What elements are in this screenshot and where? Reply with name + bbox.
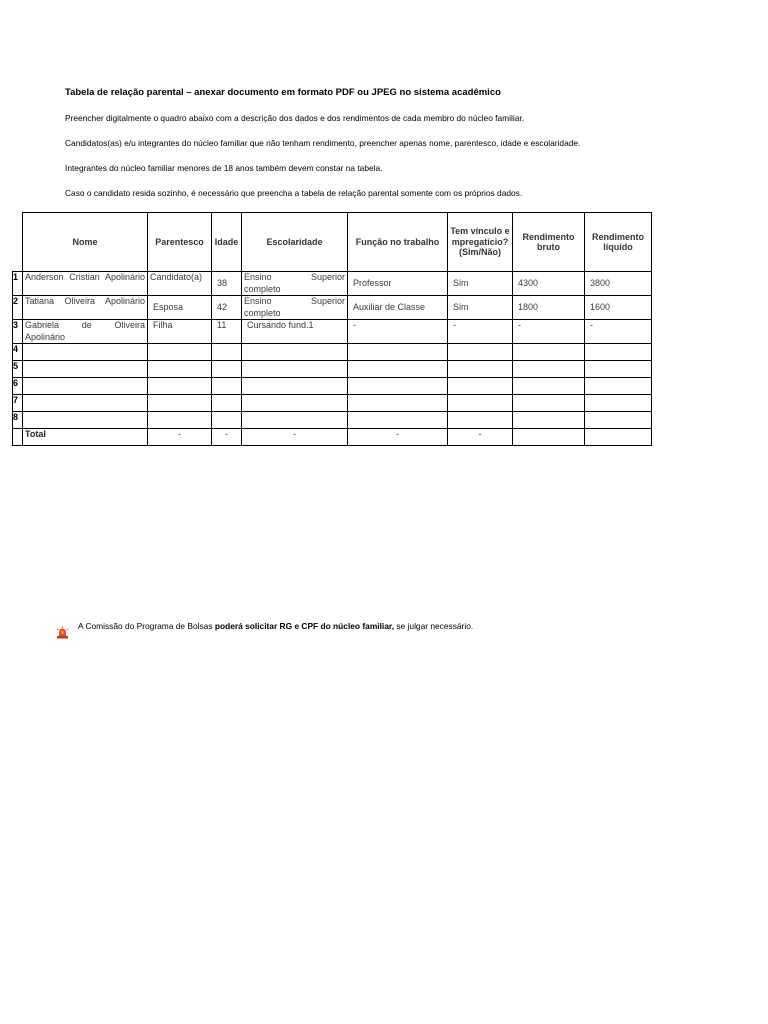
table-row — [13, 296, 652, 320]
table-row — [13, 412, 652, 429]
header-escolaridade: Escolaridade — [242, 213, 348, 272]
header-rendimento-bruto: Rendimento bruto — [513, 213, 585, 272]
cell-parentesco[interactable] — [148, 378, 212, 395]
cell-funcao[interactable]: - — [348, 320, 448, 344]
cell-escolaridade[interactable]: Ensino Superior completo — [242, 272, 348, 296]
row-number: 6 — [13, 378, 23, 395]
cell-rendimento-liquido[interactable] — [585, 361, 652, 378]
cell-idade[interactable] — [212, 361, 242, 378]
cell-rendimento-bruto[interactable] — [513, 344, 585, 361]
cell-funcao[interactable] — [348, 361, 448, 378]
cell-nome[interactable] — [23, 344, 148, 361]
total-rendimento-liquido[interactable] — [585, 429, 652, 446]
footer-note — [78, 621, 473, 631]
cell-idade[interactable] — [212, 344, 242, 361]
cell-idade[interactable]: 38 — [212, 272, 242, 296]
total-vinculo: - — [448, 429, 513, 446]
total-idade: - — [212, 429, 242, 446]
cell-parentesco[interactable] — [148, 395, 212, 412]
cell-rendimento-bruto[interactable]: 4300 — [513, 272, 585, 296]
table-row — [13, 344, 652, 361]
cell-rendimento-bruto[interactable] — [513, 412, 585, 429]
cell-escolaridade[interactable] — [242, 361, 348, 378]
cell-vinculo[interactable] — [448, 395, 513, 412]
row-number: 5 — [13, 361, 23, 378]
cell-rendimento-liquido[interactable]: 1600 — [585, 296, 652, 320]
cell-idade[interactable]: 42 — [212, 296, 242, 320]
cell-vinculo[interactable] — [448, 412, 513, 429]
cell-parentesco[interactable] — [148, 361, 212, 378]
cell-vinculo[interactable] — [448, 378, 513, 395]
footer-note-bold: poderá solicitar RG e CPF do núcleo familiar, — [214, 621, 395, 631]
cell-funcao[interactable] — [348, 395, 448, 412]
cell-vinculo[interactable]: Sim — [448, 272, 513, 296]
total-rendimento-bruto[interactable] — [513, 429, 585, 446]
cell-funcao[interactable]: Auxiliar de Classe — [348, 296, 448, 320]
row-number: 1 — [13, 272, 23, 296]
total-funcao: - — [348, 429, 448, 446]
document-title: Tabela de relação parental – anexar documento em formato PDF ou JPEG no sistema acadêmico — [65, 87, 501, 98]
cell-parentesco[interactable] — [148, 412, 212, 429]
cell-nome[interactable]: Tatiana Oliveira Apolinário — [23, 296, 148, 320]
total-row — [13, 429, 652, 446]
alarm-icon — [56, 626, 69, 639]
row-number: 7 — [13, 395, 23, 412]
cell-funcao[interactable] — [348, 378, 448, 395]
header-parentesco: Parentesco — [148, 213, 212, 272]
header-number — [13, 213, 23, 272]
row-number: 8 — [13, 412, 23, 429]
instruction-no-income: Candidatos(as) e/u integrantes do núcleo familiar que não tenham rendimento, preencher apenas nome, parentesco, idade e escolaridade. — [65, 138, 581, 148]
row-number: 2 — [13, 296, 23, 320]
header-idade: Idade — [212, 213, 242, 272]
table-header-row — [13, 213, 652, 272]
footer-note-before: A Comissão do Programa de Bolsas — [78, 621, 215, 631]
instruction-fill-digitally: Preencher digitalmente o quadro abaixo com a descrição dos dados e dos rendimentos de cada membro do núcleo familiar. — [65, 113, 525, 123]
cell-vinculo[interactable]: Sim — [448, 296, 513, 320]
cell-idade[interactable] — [212, 395, 242, 412]
cell-rendimento-liquido[interactable] — [585, 412, 652, 429]
total-parentesco: - — [148, 429, 212, 446]
cell-rendimento-liquido[interactable] — [585, 344, 652, 361]
cell-nome[interactable] — [23, 378, 148, 395]
header-funcao: Função no trabalho — [348, 213, 448, 272]
cell-parentesco[interactable]: Filha — [148, 320, 212, 344]
cell-idade[interactable]: 11 — [212, 320, 242, 344]
total-number-cell — [13, 429, 23, 446]
cell-parentesco[interactable]: Esposa — [148, 296, 212, 320]
cell-idade[interactable] — [212, 378, 242, 395]
cell-parentesco[interactable] — [148, 344, 212, 361]
instruction-living-alone: Caso o candidato resida sozinho, é necessário que preencha a tabela de relação parental somente com os próprios dados. — [65, 188, 523, 198]
cell-funcao[interactable] — [348, 344, 448, 361]
cell-rendimento-liquido[interactable]: 3800 — [585, 272, 652, 296]
cell-escolaridade[interactable]: Ensino Superior completo — [242, 296, 348, 320]
cell-rendimento-bruto[interactable] — [513, 378, 585, 395]
instruction-minors: Integrantes do núcleo familiar menores de 18 anos também devem constar na tabela. — [65, 163, 383, 173]
header-vinculo: Tem vínculo empregatício? (Sim/Não) — [448, 213, 513, 272]
table-row — [13, 272, 652, 296]
cell-escolaridade[interactable] — [242, 412, 348, 429]
cell-idade[interactable] — [212, 412, 242, 429]
cell-nome[interactable]: Gabriela de Oliveira Apolinário — [23, 320, 148, 344]
cell-funcao[interactable]: Professor — [348, 272, 448, 296]
header-nome: Nome — [23, 213, 148, 272]
footer-note-after: se julgar necessário. — [394, 621, 474, 631]
total-escolaridade: - — [242, 429, 348, 446]
total-label: Total — [23, 429, 148, 446]
cell-vinculo[interactable]: - — [448, 320, 513, 344]
cell-rendimento-liquido[interactable] — [585, 395, 652, 412]
cell-nome[interactable] — [23, 395, 148, 412]
header-rendimento-liquido: Rendimento líquido — [585, 213, 652, 272]
row-number: 4 — [13, 344, 23, 361]
cell-escolaridade[interactable] — [242, 344, 348, 361]
cell-rendimento-liquido[interactable] — [585, 378, 652, 395]
cell-escolaridade[interactable] — [242, 378, 348, 395]
cell-rendimento-bruto[interactable] — [513, 361, 585, 378]
cell-vinculo[interactable] — [448, 361, 513, 378]
cell-nome[interactable] — [23, 361, 148, 378]
table-row — [13, 378, 652, 395]
cell-rendimento-bruto[interactable]: - — [513, 320, 585, 344]
cell-parentesco[interactable]: Candidato(a) — [148, 272, 212, 296]
cell-rendimento-liquido[interactable]: - — [585, 320, 652, 344]
table-row — [13, 361, 652, 378]
table-row — [13, 320, 652, 344]
cell-nome[interactable]: Anderson Cristian Apolinário — [23, 272, 148, 296]
cell-nome[interactable] — [23, 412, 148, 429]
table-row — [13, 395, 652, 412]
cell-escolaridade[interactable] — [242, 395, 348, 412]
cell-funcao[interactable] — [348, 412, 448, 429]
row-number: 3 — [13, 320, 23, 344]
cell-rendimento-bruto[interactable] — [513, 395, 585, 412]
cell-vinculo[interactable] — [448, 344, 513, 361]
cell-escolaridade[interactable]: Cursando fund.1 — [242, 320, 348, 344]
cell-rendimento-bruto[interactable]: 1800 — [513, 296, 585, 320]
family-relation-table — [12, 212, 652, 446]
